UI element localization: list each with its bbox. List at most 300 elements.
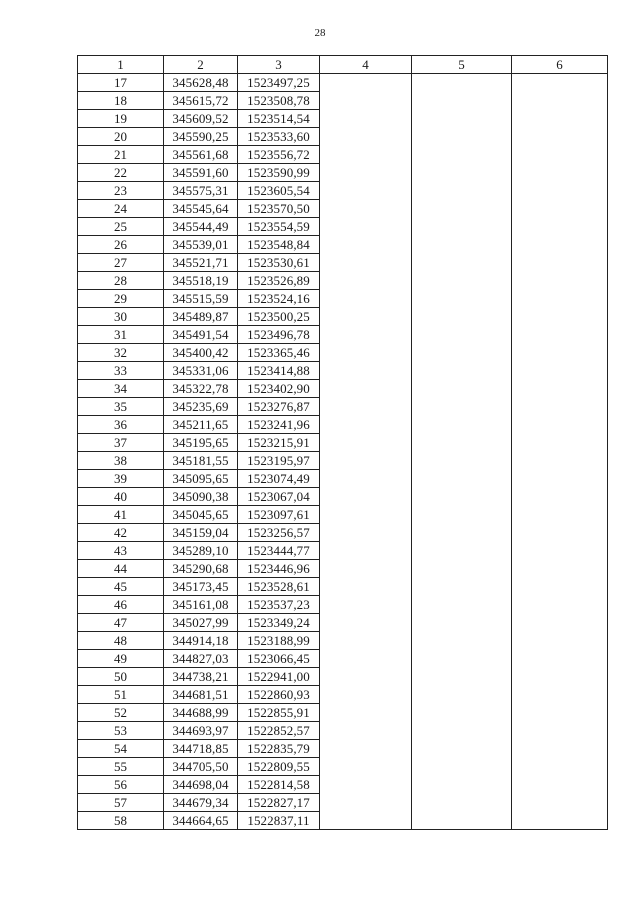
point-number-cell: 27 xyxy=(78,254,164,272)
page-number: 28 xyxy=(314,27,326,39)
empty-cell-col-4 xyxy=(320,164,412,182)
empty-cell-col-6 xyxy=(512,794,608,812)
point-number-cell: 37 xyxy=(78,434,164,452)
x-coordinate-cell: 344914,18 xyxy=(164,632,238,650)
empty-cell-col-4 xyxy=(320,470,412,488)
empty-cell-col-6 xyxy=(512,326,608,344)
x-coordinate-cell: 345211,65 xyxy=(164,416,238,434)
y-coordinate-cell: 1523500,25 xyxy=(238,308,320,326)
x-coordinate-cell: 344693,97 xyxy=(164,722,238,740)
table-header xyxy=(78,56,608,74)
empty-cell-col-4 xyxy=(320,362,412,380)
empty-cell-col-4 xyxy=(320,596,412,614)
empty-cell-col-5 xyxy=(412,398,512,416)
x-coordinate-cell: 344688,99 xyxy=(164,704,238,722)
empty-cell-col-4 xyxy=(320,740,412,758)
empty-cell-col-6 xyxy=(512,110,608,128)
empty-cell-col-6 xyxy=(512,416,608,434)
y-coordinate-cell: 1523537,23 xyxy=(238,596,320,614)
x-coordinate-cell: 344664,65 xyxy=(164,812,238,830)
empty-cell-col-6 xyxy=(512,722,608,740)
table-row xyxy=(78,506,608,524)
table-row xyxy=(78,164,608,182)
empty-cell-col-5 xyxy=(412,722,512,740)
table-row xyxy=(78,236,608,254)
table-row xyxy=(78,110,608,128)
x-coordinate-cell: 345322,78 xyxy=(164,380,238,398)
empty-cell-col-6 xyxy=(512,290,608,308)
point-number-cell: 31 xyxy=(78,326,164,344)
empty-cell-col-6 xyxy=(512,254,608,272)
empty-cell-col-6 xyxy=(512,506,608,524)
empty-cell-col-4 xyxy=(320,722,412,740)
empty-cell-col-6 xyxy=(512,578,608,596)
table-row xyxy=(78,380,608,398)
empty-cell-col-6 xyxy=(512,380,608,398)
table-row xyxy=(78,218,608,236)
empty-cell-col-5 xyxy=(412,452,512,470)
table-row xyxy=(78,776,608,794)
x-coordinate-cell: 344738,21 xyxy=(164,668,238,686)
y-coordinate-cell: 1523554,59 xyxy=(238,218,320,236)
table-row xyxy=(78,794,608,812)
x-coordinate-cell: 345590,25 xyxy=(164,128,238,146)
empty-cell-col-5 xyxy=(412,254,512,272)
table-row xyxy=(78,326,608,344)
table-row xyxy=(78,200,608,218)
point-number-cell: 22 xyxy=(78,164,164,182)
point-number-cell: 51 xyxy=(78,686,164,704)
empty-cell-col-4 xyxy=(320,110,412,128)
table-row xyxy=(78,452,608,470)
y-coordinate-cell: 1522860,93 xyxy=(238,686,320,704)
empty-cell-col-4 xyxy=(320,560,412,578)
y-coordinate-cell: 1523528,61 xyxy=(238,578,320,596)
point-number-cell: 29 xyxy=(78,290,164,308)
empty-cell-col-5 xyxy=(412,308,512,326)
y-coordinate-cell: 1523414,88 xyxy=(238,362,320,380)
y-coordinate-cell: 1523444,77 xyxy=(238,542,320,560)
table-row xyxy=(78,254,608,272)
point-number-cell: 34 xyxy=(78,380,164,398)
empty-cell-col-5 xyxy=(412,326,512,344)
table-row xyxy=(78,308,608,326)
empty-cell-col-5 xyxy=(412,506,512,524)
empty-cell-col-6 xyxy=(512,92,608,110)
x-coordinate-cell: 345515,59 xyxy=(164,290,238,308)
empty-cell-col-4 xyxy=(320,704,412,722)
y-coordinate-cell: 1523570,50 xyxy=(238,200,320,218)
empty-cell-col-4 xyxy=(320,218,412,236)
x-coordinate-cell: 345609,52 xyxy=(164,110,238,128)
empty-cell-col-6 xyxy=(512,164,608,182)
point-number-cell: 43 xyxy=(78,542,164,560)
point-number-cell: 50 xyxy=(78,668,164,686)
column-header-6: 6 xyxy=(512,56,608,74)
empty-cell-col-6 xyxy=(512,668,608,686)
x-coordinate-cell: 345195,65 xyxy=(164,434,238,452)
table-row xyxy=(78,182,608,200)
y-coordinate-cell: 1523548,84 xyxy=(238,236,320,254)
x-coordinate-cell: 344698,04 xyxy=(164,776,238,794)
empty-cell-col-6 xyxy=(512,560,608,578)
empty-cell-col-4 xyxy=(320,326,412,344)
empty-cell-col-6 xyxy=(512,362,608,380)
empty-cell-col-5 xyxy=(412,110,512,128)
table-row xyxy=(78,542,608,560)
table-row xyxy=(78,614,608,632)
x-coordinate-cell: 345173,45 xyxy=(164,578,238,596)
y-coordinate-cell: 1523496,78 xyxy=(238,326,320,344)
y-coordinate-cell: 1523365,46 xyxy=(238,344,320,362)
x-coordinate-cell: 344679,34 xyxy=(164,794,238,812)
empty-cell-col-4 xyxy=(320,182,412,200)
point-number-cell: 30 xyxy=(78,308,164,326)
y-coordinate-cell: 1523526,89 xyxy=(238,272,320,290)
table-body xyxy=(78,74,608,830)
empty-cell-col-6 xyxy=(512,452,608,470)
point-number-cell: 41 xyxy=(78,506,164,524)
table-row xyxy=(78,470,608,488)
y-coordinate-cell: 1523256,57 xyxy=(238,524,320,542)
empty-cell-col-5 xyxy=(412,416,512,434)
empty-cell-col-5 xyxy=(412,200,512,218)
empty-cell-col-5 xyxy=(412,236,512,254)
point-number-cell: 25 xyxy=(78,218,164,236)
empty-cell-col-5 xyxy=(412,434,512,452)
x-coordinate-cell: 345289,10 xyxy=(164,542,238,560)
table-row xyxy=(78,578,608,596)
table-row xyxy=(78,812,608,830)
empty-cell-col-5 xyxy=(412,614,512,632)
x-coordinate-cell: 345491,54 xyxy=(164,326,238,344)
empty-cell-col-5 xyxy=(412,812,512,830)
y-coordinate-cell: 1523530,61 xyxy=(238,254,320,272)
column-header-5: 5 xyxy=(412,56,512,74)
empty-cell-col-4 xyxy=(320,542,412,560)
x-coordinate-cell: 345561,68 xyxy=(164,146,238,164)
point-number-cell: 33 xyxy=(78,362,164,380)
y-coordinate-cell: 1522809,55 xyxy=(238,758,320,776)
x-coordinate-cell: 344705,50 xyxy=(164,758,238,776)
empty-cell-col-4 xyxy=(320,668,412,686)
table-row xyxy=(78,686,608,704)
y-coordinate-cell: 1523188,99 xyxy=(238,632,320,650)
x-coordinate-cell: 345575,31 xyxy=(164,182,238,200)
empty-cell-col-4 xyxy=(320,524,412,542)
empty-cell-col-6 xyxy=(512,272,608,290)
column-header-1: 1 xyxy=(78,56,164,74)
point-number-cell: 19 xyxy=(78,110,164,128)
table-row xyxy=(78,758,608,776)
table-row xyxy=(78,146,608,164)
empty-cell-col-4 xyxy=(320,308,412,326)
y-coordinate-cell: 1523067,04 xyxy=(238,488,320,506)
y-coordinate-cell: 1523524,16 xyxy=(238,290,320,308)
x-coordinate-cell: 345159,04 xyxy=(164,524,238,542)
empty-cell-col-4 xyxy=(320,254,412,272)
point-number-cell: 17 xyxy=(78,74,164,92)
empty-cell-col-5 xyxy=(412,650,512,668)
x-coordinate-cell: 345521,71 xyxy=(164,254,238,272)
empty-cell-col-6 xyxy=(512,758,608,776)
table-row xyxy=(78,704,608,722)
table-row xyxy=(78,290,608,308)
empty-cell-col-6 xyxy=(512,470,608,488)
empty-cell-col-5 xyxy=(412,146,512,164)
empty-cell-col-5 xyxy=(412,578,512,596)
y-coordinate-cell: 1523066,45 xyxy=(238,650,320,668)
point-number-cell: 21 xyxy=(78,146,164,164)
empty-cell-col-4 xyxy=(320,632,412,650)
empty-cell-col-4 xyxy=(320,794,412,812)
empty-cell-col-5 xyxy=(412,470,512,488)
empty-cell-col-5 xyxy=(412,632,512,650)
x-coordinate-cell: 345095,65 xyxy=(164,470,238,488)
point-number-cell: 57 xyxy=(78,794,164,812)
empty-cell-col-6 xyxy=(512,182,608,200)
empty-cell-col-5 xyxy=(412,380,512,398)
empty-cell-col-5 xyxy=(412,362,512,380)
x-coordinate-cell: 345591,60 xyxy=(164,164,238,182)
x-coordinate-cell: 345539,01 xyxy=(164,236,238,254)
empty-cell-col-6 xyxy=(512,524,608,542)
point-number-cell: 35 xyxy=(78,398,164,416)
empty-cell-col-5 xyxy=(412,776,512,794)
y-coordinate-cell: 1522827,17 xyxy=(238,794,320,812)
point-number-cell: 39 xyxy=(78,470,164,488)
empty-cell-col-5 xyxy=(412,704,512,722)
point-number-cell: 18 xyxy=(78,92,164,110)
point-number-cell: 24 xyxy=(78,200,164,218)
x-coordinate-cell: 345290,68 xyxy=(164,560,238,578)
x-coordinate-cell: 345090,38 xyxy=(164,488,238,506)
empty-cell-col-6 xyxy=(512,596,608,614)
coordinates-table xyxy=(77,55,608,830)
y-coordinate-cell: 1522941,00 xyxy=(238,668,320,686)
empty-cell-col-4 xyxy=(320,290,412,308)
x-coordinate-cell: 345027,99 xyxy=(164,614,238,632)
table-row xyxy=(78,632,608,650)
column-header-2: 2 xyxy=(164,56,238,74)
y-coordinate-cell: 1522837,11 xyxy=(238,812,320,830)
table-row xyxy=(78,74,608,92)
empty-cell-col-6 xyxy=(512,632,608,650)
y-coordinate-cell: 1523590,99 xyxy=(238,164,320,182)
y-coordinate-cell: 1523074,49 xyxy=(238,470,320,488)
empty-cell-col-4 xyxy=(320,614,412,632)
empty-cell-col-4 xyxy=(320,812,412,830)
point-number-cell: 36 xyxy=(78,416,164,434)
empty-cell-col-4 xyxy=(320,74,412,92)
table-row xyxy=(78,740,608,758)
y-coordinate-cell: 1523195,97 xyxy=(238,452,320,470)
empty-cell-col-5 xyxy=(412,794,512,812)
table-row xyxy=(78,722,608,740)
empty-cell-col-5 xyxy=(412,668,512,686)
empty-cell-col-6 xyxy=(512,650,608,668)
table-row xyxy=(78,344,608,362)
x-coordinate-cell: 345615,72 xyxy=(164,92,238,110)
empty-cell-col-4 xyxy=(320,776,412,794)
empty-cell-col-4 xyxy=(320,578,412,596)
empty-cell-col-6 xyxy=(512,344,608,362)
empty-cell-col-5 xyxy=(412,74,512,92)
point-number-cell: 47 xyxy=(78,614,164,632)
empty-cell-col-6 xyxy=(512,74,608,92)
x-coordinate-cell: 345518,19 xyxy=(164,272,238,290)
point-number-cell: 26 xyxy=(78,236,164,254)
empty-cell-col-4 xyxy=(320,650,412,668)
column-header-3: 3 xyxy=(238,56,320,74)
y-coordinate-cell: 1522835,79 xyxy=(238,740,320,758)
empty-cell-col-6 xyxy=(512,128,608,146)
empty-cell-col-6 xyxy=(512,200,608,218)
point-number-cell: 53 xyxy=(78,722,164,740)
empty-cell-col-4 xyxy=(320,506,412,524)
empty-cell-col-6 xyxy=(512,704,608,722)
point-number-cell: 46 xyxy=(78,596,164,614)
empty-cell-col-4 xyxy=(320,758,412,776)
y-coordinate-cell: 1523514,54 xyxy=(238,110,320,128)
empty-cell-col-5 xyxy=(412,128,512,146)
y-coordinate-cell: 1523533,60 xyxy=(238,128,320,146)
point-number-cell: 48 xyxy=(78,632,164,650)
point-number-cell: 20 xyxy=(78,128,164,146)
empty-cell-col-4 xyxy=(320,686,412,704)
point-number-cell: 32 xyxy=(78,344,164,362)
table-row xyxy=(78,416,608,434)
empty-cell-col-6 xyxy=(512,488,608,506)
y-coordinate-cell: 1523605,54 xyxy=(238,182,320,200)
x-coordinate-cell: 345235,69 xyxy=(164,398,238,416)
y-coordinate-cell: 1523446,96 xyxy=(238,560,320,578)
empty-cell-col-5 xyxy=(412,740,512,758)
y-coordinate-cell: 1523402,90 xyxy=(238,380,320,398)
x-coordinate-cell: 345045,65 xyxy=(164,506,238,524)
point-number-cell: 49 xyxy=(78,650,164,668)
empty-cell-col-6 xyxy=(512,740,608,758)
empty-cell-col-5 xyxy=(412,92,512,110)
x-coordinate-cell: 344827,03 xyxy=(164,650,238,668)
empty-cell-col-5 xyxy=(412,758,512,776)
table-row xyxy=(78,488,608,506)
point-number-cell: 52 xyxy=(78,704,164,722)
empty-cell-col-5 xyxy=(412,596,512,614)
y-coordinate-cell: 1523241,96 xyxy=(238,416,320,434)
x-coordinate-cell: 345400,42 xyxy=(164,344,238,362)
x-coordinate-cell: 345545,64 xyxy=(164,200,238,218)
empty-cell-col-6 xyxy=(512,236,608,254)
empty-cell-col-4 xyxy=(320,416,412,434)
empty-cell-col-6 xyxy=(512,776,608,794)
empty-cell-col-4 xyxy=(320,488,412,506)
empty-cell-col-4 xyxy=(320,452,412,470)
y-coordinate-cell: 1523276,87 xyxy=(238,398,320,416)
table-row xyxy=(78,128,608,146)
empty-cell-col-6 xyxy=(512,218,608,236)
empty-cell-col-6 xyxy=(512,398,608,416)
point-number-cell: 23 xyxy=(78,182,164,200)
table-row xyxy=(78,92,608,110)
empty-cell-col-6 xyxy=(512,686,608,704)
table-row xyxy=(78,398,608,416)
empty-cell-col-4 xyxy=(320,434,412,452)
table-row xyxy=(78,668,608,686)
x-coordinate-cell: 345628,48 xyxy=(164,74,238,92)
table-row xyxy=(78,272,608,290)
x-coordinate-cell: 345161,08 xyxy=(164,596,238,614)
y-coordinate-cell: 1522852,57 xyxy=(238,722,320,740)
table-row xyxy=(78,524,608,542)
column-header-4: 4 xyxy=(320,56,412,74)
table-row xyxy=(78,596,608,614)
point-number-cell: 55 xyxy=(78,758,164,776)
empty-cell-col-6 xyxy=(512,542,608,560)
table-row xyxy=(78,362,608,380)
empty-cell-col-5 xyxy=(412,290,512,308)
empty-cell-col-6 xyxy=(512,614,608,632)
point-number-cell: 38 xyxy=(78,452,164,470)
empty-cell-col-5 xyxy=(412,182,512,200)
empty-cell-col-5 xyxy=(412,524,512,542)
x-coordinate-cell: 344718,85 xyxy=(164,740,238,758)
y-coordinate-cell: 1523349,24 xyxy=(238,614,320,632)
empty-cell-col-6 xyxy=(512,812,608,830)
empty-cell-col-5 xyxy=(412,218,512,236)
empty-cell-col-4 xyxy=(320,146,412,164)
x-coordinate-cell: 344681,51 xyxy=(164,686,238,704)
x-coordinate-cell: 345544,49 xyxy=(164,218,238,236)
empty-cell-col-5 xyxy=(412,344,512,362)
empty-cell-col-4 xyxy=(320,380,412,398)
y-coordinate-cell: 1522855,91 xyxy=(238,704,320,722)
y-coordinate-cell: 1523556,72 xyxy=(238,146,320,164)
point-number-cell: 54 xyxy=(78,740,164,758)
empty-cell-col-5 xyxy=(412,488,512,506)
empty-cell-col-4 xyxy=(320,398,412,416)
empty-cell-col-5 xyxy=(412,560,512,578)
point-number-cell: 44 xyxy=(78,560,164,578)
empty-cell-col-4 xyxy=(320,272,412,290)
table-row xyxy=(78,560,608,578)
y-coordinate-cell: 1522814,58 xyxy=(238,776,320,794)
empty-cell-col-6 xyxy=(512,434,608,452)
y-coordinate-cell: 1523097,61 xyxy=(238,506,320,524)
point-number-cell: 45 xyxy=(78,578,164,596)
point-number-cell: 56 xyxy=(78,776,164,794)
empty-cell-col-5 xyxy=(412,542,512,560)
table-row xyxy=(78,650,608,668)
empty-cell-col-5 xyxy=(412,272,512,290)
y-coordinate-cell: 1523508,78 xyxy=(238,92,320,110)
empty-cell-col-4 xyxy=(320,236,412,254)
x-coordinate-cell: 345181,55 xyxy=(164,452,238,470)
empty-cell-col-6 xyxy=(512,146,608,164)
empty-cell-col-4 xyxy=(320,128,412,146)
empty-cell-col-4 xyxy=(320,92,412,110)
empty-cell-col-5 xyxy=(412,686,512,704)
point-number-cell: 42 xyxy=(78,524,164,542)
x-coordinate-cell: 345331,06 xyxy=(164,362,238,380)
empty-cell-col-4 xyxy=(320,344,412,362)
empty-cell-col-5 xyxy=(412,164,512,182)
point-number-cell: 28 xyxy=(78,272,164,290)
empty-cell-col-6 xyxy=(512,308,608,326)
y-coordinate-cell: 1523497,25 xyxy=(238,74,320,92)
table-row xyxy=(78,434,608,452)
point-number-cell: 58 xyxy=(78,812,164,830)
